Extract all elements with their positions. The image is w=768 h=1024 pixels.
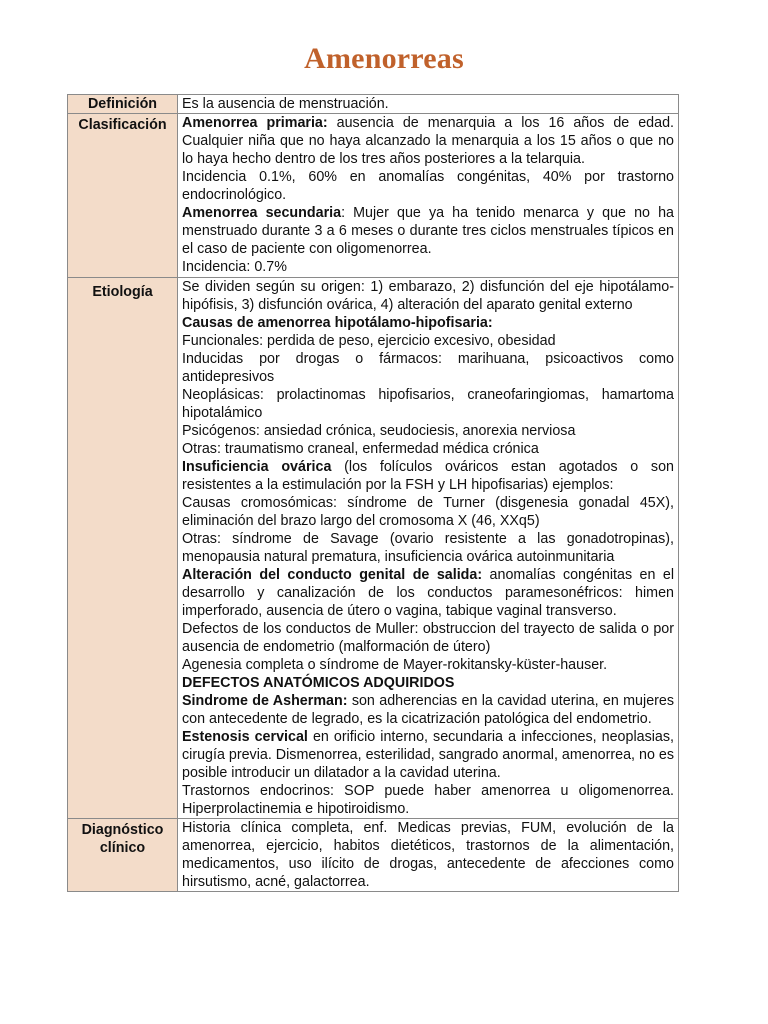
ovarica-title: Insuficiencia ovárica: [182, 459, 332, 475]
row-content-clasificacion: [178, 114, 679, 278]
ovarica-cromosomicas: Causas cromosómicas: síndrome de Turner (disgenesia gonadal 45X), eliminación del brazo largo del cromosoma X (46, XXq5): [182, 495, 674, 529]
table-row-etiologia: [68, 278, 679, 819]
asherman-text: son adherencias en la cavidad uterina, en mujeres con antecedente de legrado, es la cicatrización patológica del endometrio.: [182, 693, 675, 727]
etiologia-intro: Se dividen según su origen: 1) embarazo, 2) disfunción del eje hipotálamo-hipófisis, 3) disfunción ovárica, 4) alteración del aparato genital externo: [182, 279, 674, 313]
row-content-etiologia: [178, 278, 679, 819]
conducto-muller: Defectos de los conductos de Muller: obstruccion del trayecto de salida o por ausencia de endometrio (malformación de útero): [182, 621, 674, 655]
hipo-neoplasicas: Neoplásicas: prolactinomas hipofisarios, craneofaringiomas, hamartoma hipotalámico: [182, 387, 674, 421]
ovarica-text: (los folículos ováricos estan agotados o son resistentes a la estimulación por la FSH y LH hipofisarias) ejemplos:: [182, 459, 674, 493]
table-row-clasificacion: [68, 114, 679, 278]
primaria-paragraph: [182, 114, 674, 168]
adquiridos-title: DEFECTOS ANATÓMICOS ADQUIRIDOS: [182, 675, 455, 691]
conducto-title: Alteración del conducto genital de salida:: [182, 567, 483, 583]
row-label-diagnostico: Diagnóstico clínico: [68, 819, 178, 892]
primaria-title: Amenorrea primaria:: [182, 115, 328, 131]
estenosis-paragraph: [182, 728, 674, 782]
secundaria-title: Amenorrea secundaria: [182, 205, 342, 221]
amenorrea-table: [67, 94, 679, 892]
endocrinos-text: Trastornos endocrinos: SOP puede haber amenorrea u oligomenorrea. Hiperprolactinemia e hipotiroidismo.: [182, 783, 674, 817]
row-label-definicion: Definición: [68, 95, 178, 114]
conducto-agenesia: Agenesia completa o síndrome de Mayer-rokitansky-küster-hauser.: [182, 657, 608, 673]
primaria-text: ausencia de menarquia a los 16 años de edad. Cualquier niña que no haya alcanzado la menarquia a los 15 años o que no lo haya hecho dentro de los tres años posteriores a la telarquia.: [182, 115, 675, 167]
row-label-etiologia: Etiología: [68, 278, 178, 819]
definicion-text: Es la ausencia de menstruación.: [182, 96, 389, 112]
asherman-title: Sindrome de Asherman:: [182, 693, 348, 709]
hipo-title: Causas de amenorrea hipotálamo-hipofisaria:: [182, 315, 493, 331]
row-content-diagnostico: [178, 819, 679, 892]
secundaria-paragraph: [182, 204, 674, 258]
conducto-paragraph: [182, 566, 674, 620]
hipo-inducidas: Inducidas por drogas o fármacos: marihuana, psicoactivos como antidepresivos: [182, 351, 674, 385]
row-content-definicion: [178, 95, 679, 114]
table-row-diagnostico: [68, 819, 679, 892]
secundaria-incidencia: Incidencia: 0.7%: [182, 259, 287, 275]
hipo-psicogenos: Psicógenos: ansiedad crónica, seudociesis, anorexia nerviosa: [182, 423, 576, 439]
ovarica-paragraph: [182, 458, 674, 494]
ovarica-otras: Otras: síndrome de Savage (ovario resistente a las gonadotropinas), menopausia natural prematura, insuficiencia ovárica autoinmunitaria: [182, 531, 674, 565]
table-row-definicion: [68, 95, 679, 114]
diagnostico-text: Historia clínica completa, enf. Medicas previas, FUM, evolución de la amenorrea, ejercicio, habitos dietéticos, trastornos de la alimentación, medicamentos, uso ilícito de drogas, antecedente de afecciones como hirsutismo, acné, galactorrea.: [182, 820, 674, 890]
estenosis-title: Estenosis cervical: [182, 729, 308, 745]
row-label-clasificacion: Clasificación: [68, 114, 178, 278]
hipo-funcionales: Funcionales: perdida de peso, ejercicio excesivo, obesidad: [182, 333, 556, 349]
primaria-incidencia: Incidencia 0.1%, 60% en anomalías congénitas, 40% por trastorno endocrinológico.: [182, 169, 674, 203]
asherman-paragraph: [182, 692, 674, 728]
page-title: Amenorreas: [304, 42, 464, 75]
hipo-otras: Otras: traumatismo craneal, enfermedad médica crónica: [182, 441, 539, 457]
estenosis-text: en orificio interno, secundaria a infecciones, neoplasias, cirugía previa. Dismenorrea, esterilidad, sangrado anormal, amenorrea, no es posible introducir un dilatador a la cavidad uterina.: [182, 729, 674, 781]
conducto-text: anomalías congénitas en el desarrollo y canalización de los conductos paramesonéfricos: himen imperforado, ausencia de útero o vagina, tabique vaginal transverso.: [182, 567, 674, 619]
secundaria-text: : Mujer que ya ha tenido menarca y que no ha menstruado durante 3 a 6 meses o durante tres ciclos menstruales típicos en el caso de paciente con oligomenorrea.: [182, 205, 674, 257]
